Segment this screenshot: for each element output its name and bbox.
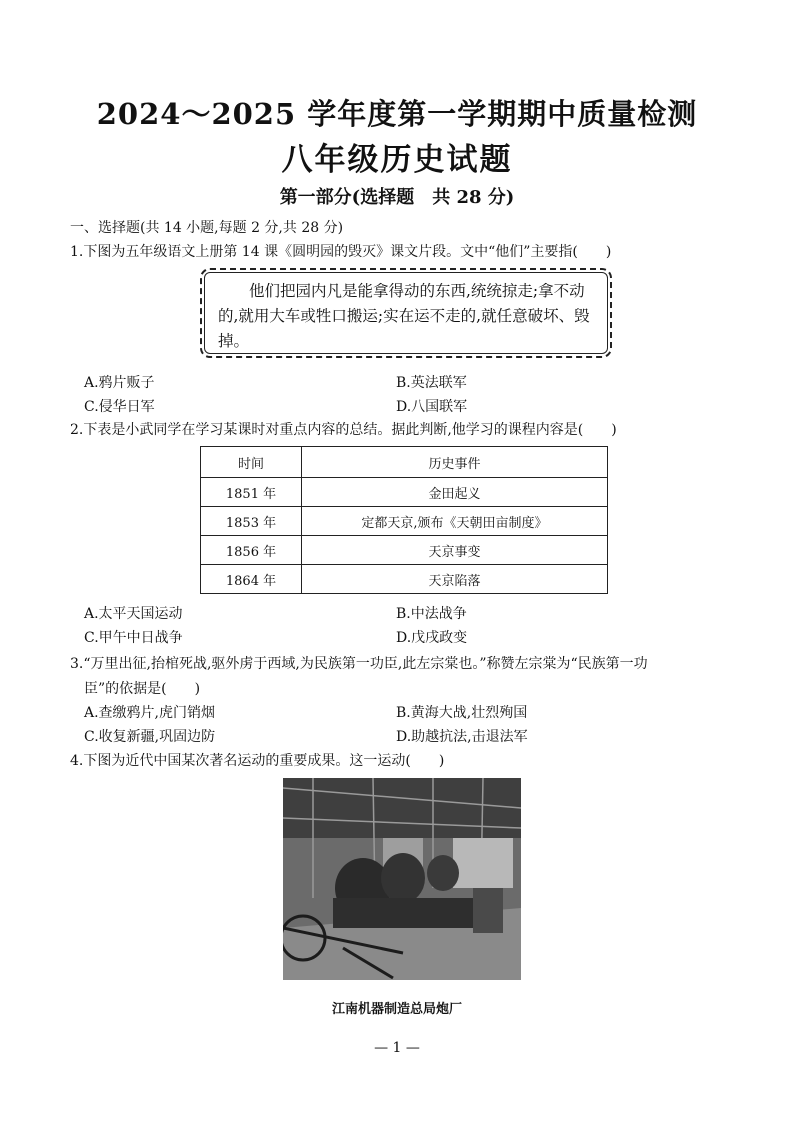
table-row [201, 536, 608, 565]
question-3-stem-line1: 3.“万里出征,抬棺死战,驱外虏于西域,为民族第一功臣,此左宗棠也。”称赞左宗棠为“民族第一功 [70, 656, 648, 672]
page-number: — 1 — [374, 1040, 420, 1056]
q3-option-d: D.助越抗法,击退法军 [396, 729, 528, 745]
q2-option-d: D.戊戌政变 [396, 630, 468, 646]
q3-option-b: B.黄海大战,壮烈殉国 [396, 705, 528, 721]
table-cell-event: 天京事变 [302, 536, 608, 565]
table-header-row [201, 447, 608, 478]
exam-title: 2024～2025 学年度第一学期期中质量检测 [96, 97, 698, 131]
question-1-stem: 1.下图为五年级语文上册第 14 课《圆明园的毁灭》课文片段。文中“他们”主要指( ) [70, 244, 612, 260]
quote-text: 他们把园内凡是能拿得动的东西,统统掠走;拿不动的,就用大车或牲口搬运;实在运不走的,就任意破坏、毁掉。 [218, 282, 590, 350]
section-heading: 一、选择题(共 14 小题,每题 2 分,共 28 分) [70, 220, 344, 236]
table-cell-event: 天京陷落 [302, 565, 608, 594]
question-4-stem: 4.下图为近代中国某次著名运动的重要成果。这一运动( ) [70, 753, 445, 769]
q3-option-c: C.收复新疆,巩固边防 [84, 729, 216, 745]
q1-option-a: A.鸦片贩子 [84, 375, 155, 391]
q1-option-d: D.八国联军 [396, 399, 468, 415]
photo-caption: 江南机器制造总局炮厂 [331, 1002, 462, 1017]
table-cell-year: 1853 年 [201, 507, 302, 536]
question-3-stem-line2: 臣”的依据是( ) [84, 681, 201, 697]
factory-photo [283, 778, 521, 980]
q3-option-a: A.查缴鸦片,虎门销烟 [84, 705, 216, 721]
q1-option-b: B.英法联军 [396, 375, 467, 391]
table-cell-year: 1856 年 [201, 536, 302, 565]
part-heading: 第一部分(选择题 共 28 分) [279, 187, 515, 208]
events-table [200, 446, 608, 594]
q1-option-c: C.侵华日军 [84, 399, 155, 415]
table-header-event: 历史事件 [302, 447, 608, 478]
exam-subtitle: 八年级历史试题 [281, 142, 513, 178]
table-cell-year: 1864 年 [201, 565, 302, 594]
table-cell-year: 1851 年 [201, 478, 302, 507]
factory-photo-image [283, 778, 521, 980]
q2-option-b: B.中法战争 [396, 606, 467, 622]
question-2-stem: 2.下表是小武同学在学习某课时对重点内容的总结。据此判断,他学习的课程内容是( ) [70, 422, 617, 438]
table-row [201, 507, 608, 536]
table-cell-event: 金田起义 [302, 478, 608, 507]
table-row [201, 478, 608, 507]
table-header-time: 时间 [201, 447, 302, 478]
q2-option-a: A.太平天国运动 [84, 606, 183, 622]
table-cell-event: 定都天京,颁布《天朝田亩制度》 [302, 507, 608, 536]
q2-option-c: C.甲午中日战争 [84, 630, 183, 646]
table-row [201, 565, 608, 594]
